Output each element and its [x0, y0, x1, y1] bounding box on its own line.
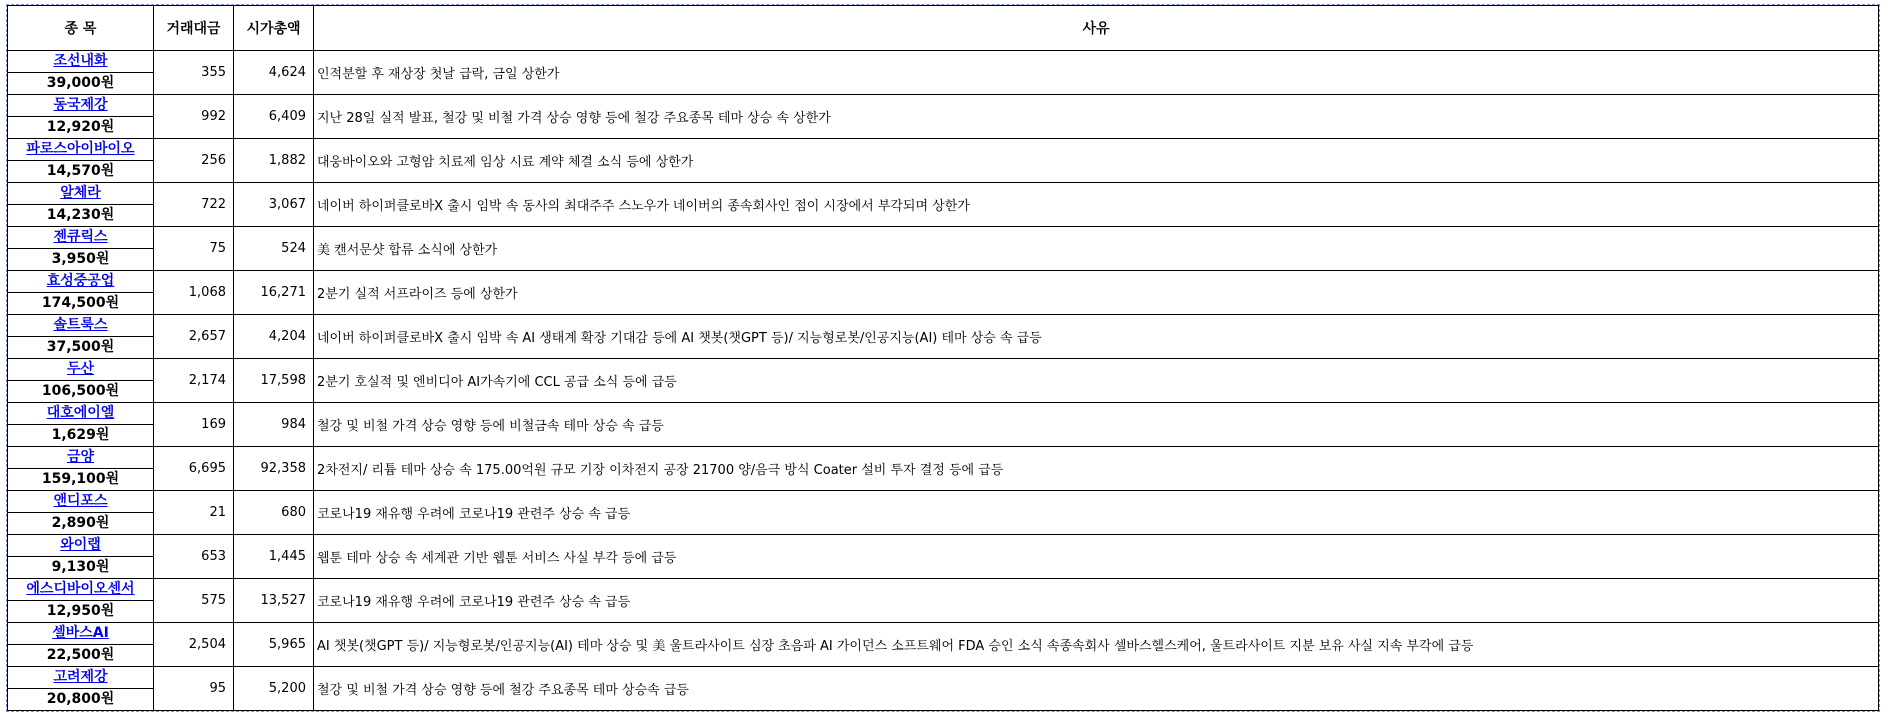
stock-name-link[interactable]: 에스디바이오센서 [8, 579, 153, 601]
stock-name-link[interactable]: 효성중공업 [8, 271, 153, 293]
trade-volume: 2,657 [154, 315, 234, 359]
stock-price: 39,000원 [46, 75, 115, 91]
market-cap: 4,204 [234, 315, 314, 359]
market-cap: 13,527 [234, 579, 314, 623]
stock-cell [8, 667, 154, 711]
stock-name-link[interactable]: 조선내화 [8, 51, 153, 73]
stock-cell [8, 491, 154, 535]
stock-cell [8, 183, 154, 227]
table-row [8, 139, 1879, 183]
stock-price: 14,570원 [46, 163, 115, 179]
table-row [8, 227, 1879, 271]
trade-volume: 2,174 [154, 359, 234, 403]
table-row [8, 623, 1879, 667]
stock-table [7, 5, 1879, 711]
header-cap: 시가총액 [234, 6, 314, 51]
header-reason: 사유 [314, 6, 1879, 51]
reason-text: 철강 및 비철 가격 상승 영향 등에 철강 주요종목 테마 상승속 급등 [314, 667, 1879, 711]
stock-name-link[interactable]: 알체라 [8, 183, 153, 205]
header-row [8, 6, 1879, 51]
market-cap: 680 [234, 491, 314, 535]
reason-text: 네이버 하이퍼클로바X 출시 임박 속 동사의 최대주주 스노우가 네이버의 종속회사인 점이 시장에서 부각되며 상한가 [314, 183, 1879, 227]
reason-text: 철강 및 비철 가격 상승 영향 등에 비철금속 테마 상승 속 급등 [314, 403, 1879, 447]
reason-text: 인적분할 후 재상장 첫날 급락, 금일 상한가 [314, 51, 1879, 95]
market-cap: 92,358 [234, 447, 314, 491]
trade-volume: 992 [154, 95, 234, 139]
table-row [8, 359, 1879, 403]
stock-price: 106,500원 [41, 383, 120, 399]
stock-price: 12,920원 [46, 119, 115, 135]
stock-price: 2,890원 [51, 515, 110, 531]
stock-price: 20,800원 [46, 691, 115, 707]
reason-text: 2분기 실적 서프라이즈 등에 상한가 [314, 271, 1879, 315]
stock-price: 9,130원 [51, 559, 110, 575]
stock-name-link[interactable]: 금양 [8, 447, 153, 469]
header-volume: 거래대금 [154, 6, 234, 51]
reason-text: 2분기 호실적 및 엔비디아 AI가속기에 CCL 공급 소식 등에 급등 [314, 359, 1879, 403]
stock-price: 12,950원 [46, 603, 115, 619]
stock-name-link[interactable]: 젠큐릭스 [8, 227, 153, 249]
stock-cell [8, 403, 154, 447]
trade-volume: 653 [154, 535, 234, 579]
reason-text: 웹툰 테마 상승 속 세계관 기반 웹툰 서비스 사실 부각 등에 급등 [314, 535, 1879, 579]
market-cap: 5,965 [234, 623, 314, 667]
stock-name-link[interactable]: 앤디포스 [8, 491, 153, 513]
reason-text: 대웅바이오와 고형암 치료제 임상 시료 계약 체결 소식 등에 상한가 [314, 139, 1879, 183]
stock-price: 1,629원 [51, 427, 110, 443]
stock-price: 3,950원 [51, 251, 110, 267]
stock-cell [8, 447, 154, 491]
trade-volume: 355 [154, 51, 234, 95]
reason-text: 코로나19 재유행 우려에 코로나19 관련주 상승 속 급등 [314, 491, 1879, 535]
market-cap: 1,882 [234, 139, 314, 183]
trade-volume: 6,695 [154, 447, 234, 491]
stock-name-link[interactable]: 대호에이엘 [8, 403, 153, 425]
stock-name-link[interactable]: 솔트룩스 [8, 315, 153, 337]
trade-volume: 1,068 [154, 271, 234, 315]
trade-volume: 256 [154, 139, 234, 183]
trade-volume: 2,504 [154, 623, 234, 667]
market-cap: 6,409 [234, 95, 314, 139]
stock-cell [8, 227, 154, 271]
stock-name-link[interactable]: 와이랩 [8, 535, 153, 557]
stock-cell [8, 315, 154, 359]
stock-cell [8, 579, 154, 623]
stock-price: 159,100원 [41, 471, 120, 487]
stock-cell [8, 51, 154, 95]
table-row [8, 403, 1879, 447]
trade-volume: 75 [154, 227, 234, 271]
stock-cell [8, 271, 154, 315]
stock-name-link[interactable]: 고려제강 [8, 667, 153, 689]
stock-cell [8, 623, 154, 667]
table-row [8, 51, 1879, 95]
stock-name-link[interactable]: 파로스아이바이오 [8, 139, 153, 161]
stock-name-link[interactable]: 셀바스AI [8, 623, 153, 645]
reason-text: 美 캔서문샷 합류 소식에 상한가 [314, 227, 1879, 271]
stock-cell [8, 359, 154, 403]
trade-volume: 722 [154, 183, 234, 227]
market-cap: 16,271 [234, 271, 314, 315]
table-row [8, 315, 1879, 359]
reason-text: AI 챗봇(챗GPT 등)/ 지능형로봇/인공지능(AI) 테마 상승 및 美 울트라사이트 심장 초음파 AI 가이던스 소프트웨어 FDA 승인 소식 속종속회사 셀바스헬스케어, 울트라사이트 지분 보유 사실 지속 부각에 급등 [314, 623, 1879, 667]
stock-cell [8, 139, 154, 183]
market-cap: 17,598 [234, 359, 314, 403]
trade-volume: 169 [154, 403, 234, 447]
market-cap: 984 [234, 403, 314, 447]
table-row [8, 491, 1879, 535]
market-cap: 1,445 [234, 535, 314, 579]
header-name: 종 목 [8, 6, 154, 51]
stock-price: 174,500원 [41, 295, 120, 311]
stock-price: 22,500원 [46, 647, 115, 663]
reason-text: 네이버 하이퍼클로바X 출시 임박 속 AI 생태계 확장 기대감 등에 AI 챗봇(챗GPT 등)/ 지능형로봇/인공지능(AI) 테마 상승 속 급등 [314, 315, 1879, 359]
stock-name-link[interactable]: 동국제강 [8, 95, 153, 117]
reason-text: 코로나19 재유행 우려에 코로나19 관련주 상승 속 급등 [314, 579, 1879, 623]
stock-price: 14,230원 [46, 207, 115, 223]
table-row [8, 667, 1879, 711]
market-cap: 524 [234, 227, 314, 271]
market-cap: 3,067 [234, 183, 314, 227]
table-row [8, 579, 1879, 623]
stock-price: 37,500원 [46, 339, 115, 355]
trade-volume: 95 [154, 667, 234, 711]
table-row [8, 95, 1879, 139]
market-cap: 4,624 [234, 51, 314, 95]
stock-cell [8, 95, 154, 139]
trade-volume: 21 [154, 491, 234, 535]
stock-table-sheet [6, 4, 1880, 712]
reason-text: 지난 28일 실적 발표, 철강 및 비철 가격 상승 영향 등에 철강 주요종목 테마 상승 속 상한가 [314, 95, 1879, 139]
market-cap: 5,200 [234, 667, 314, 711]
stock-name-link[interactable]: 두산 [8, 359, 153, 381]
stock-cell [8, 535, 154, 579]
trade-volume: 575 [154, 579, 234, 623]
table-row [8, 183, 1879, 227]
table-row [8, 271, 1879, 315]
reason-text: 2차전지/ 리튬 테마 상승 속 175.00억원 규모 기장 이차전지 공장 21700 양/음극 방식 Coater 설비 투자 결정 등에 급등 [314, 447, 1879, 491]
table-row [8, 447, 1879, 491]
table-row [8, 535, 1879, 579]
